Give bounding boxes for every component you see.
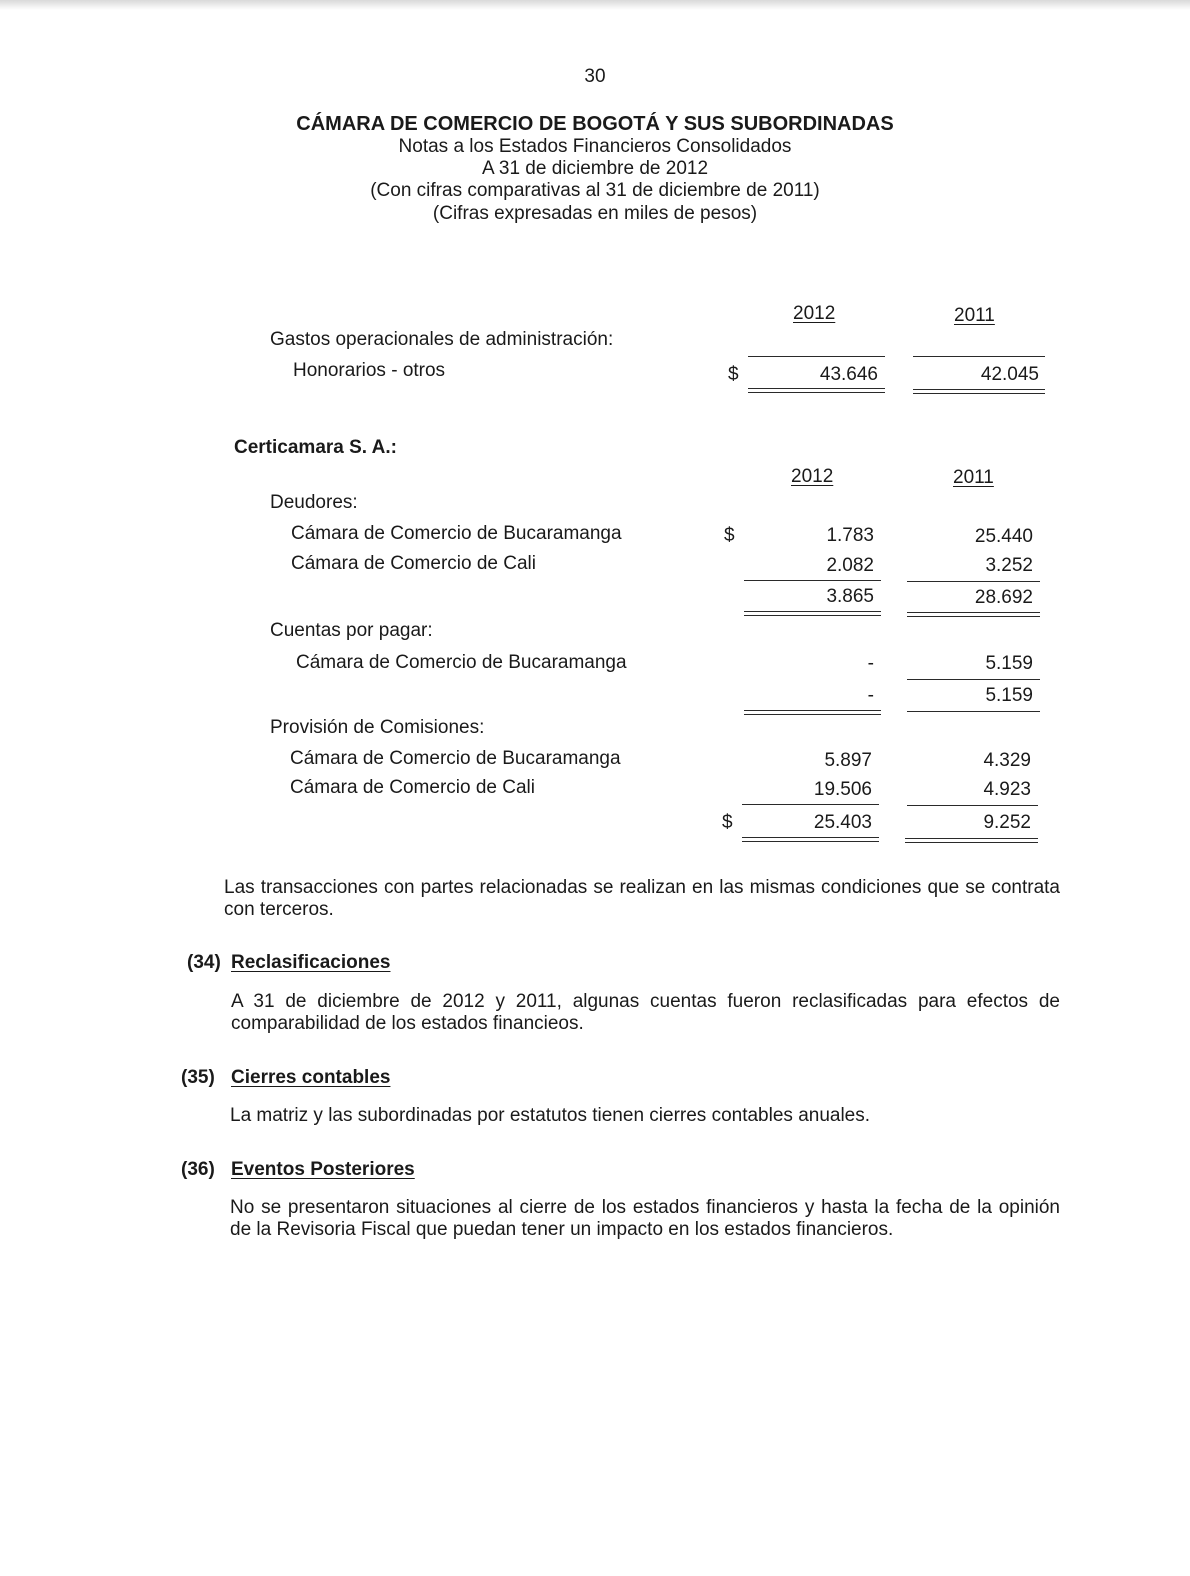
value-2012: 1.783 <box>826 525 874 546</box>
row-label: Cámara de Comercio de Bucaramanga <box>296 652 627 673</box>
related-parties-paragraph: Las transacciones con partes relacionadas se realizan en las mismas condiciones que se contrata con terceros. <box>224 877 1060 920</box>
document-units-note: (Cifras expresadas en miles de pesos) <box>432 203 758 224</box>
value-2011: 42.045 <box>980 364 1039 385</box>
note-title-reclasificaciones: Reclasificaciones <box>231 952 391 973</box>
cuentas-por-pagar-label: Cuentas por pagar: <box>270 620 433 641</box>
deudores-label: Deudores: <box>270 492 358 513</box>
total-2011: 5.159 <box>985 685 1033 706</box>
value-2012: 5.897 <box>824 750 872 771</box>
row-label: Honorarios - otros <box>293 360 446 381</box>
total-double-rule <box>905 838 1038 843</box>
total-double-rule <box>744 611 881 616</box>
total-double-rule <box>907 612 1040 617</box>
row-label: Cámara de Comercio de Bucaramanga <box>290 748 621 769</box>
provision-label: Provisión de Comisiones: <box>270 717 485 738</box>
note-number: (35) <box>181 1067 215 1088</box>
row-label: Cámara de Comercio de Cali <box>291 553 536 574</box>
value-2011: 3.252 <box>985 555 1033 576</box>
scan-top-shadow <box>0 0 1190 10</box>
value-2012: - <box>867 653 874 674</box>
total-double-rule <box>913 389 1045 394</box>
value-2011: 4.329 <box>983 750 1031 771</box>
document-date: A 31 de diciembre de 2012 <box>481 158 709 179</box>
column-header-2011: 2011 <box>954 305 995 326</box>
currency-symbol: $ <box>722 812 733 833</box>
column-rule <box>913 356 1045 357</box>
subtotal-rule <box>744 580 881 581</box>
certicamara-heading: Certicamara S. A.: <box>234 437 397 458</box>
note-number: (36) <box>181 1159 215 1180</box>
currency-symbol: $ <box>728 364 739 385</box>
section-label: Gastos operacionales de administración: <box>270 329 614 350</box>
document-subtitle: Notas a los Estados Financieros Consolidados <box>398 136 792 157</box>
row-label: Cámara de Comercio de Cali <box>290 777 535 798</box>
subtotal-rule <box>907 805 1038 806</box>
row-label: Cámara de Comercio de Bucaramanga <box>291 523 622 544</box>
document-comparative-note: (Con cifras comparativas al 31 de diciembre de 2011) <box>370 180 820 201</box>
value-2012: 19.506 <box>813 779 872 800</box>
value-2011: 25.440 <box>974 526 1033 547</box>
column-rule <box>748 356 885 357</box>
note-title-eventos-posteriores: Eventos Posteriores <box>231 1159 415 1180</box>
column-header-2012: 2012 <box>793 303 836 324</box>
currency-symbol: $ <box>724 525 735 546</box>
note-text: No se presentaron situaciones al cierre de los estados financieros y hasta la fecha de la opinión de la Revisoria Fiscal que puedan tener un impacto en los estados financieros. <box>230 1197 1060 1240</box>
total-2011: 9.252 <box>983 812 1031 833</box>
note-number: (34) <box>187 952 221 973</box>
total-2012: 25.403 <box>813 812 872 833</box>
value-2012: 43.646 <box>819 364 878 385</box>
subtotal-rule <box>907 679 1040 680</box>
column-header-2011: 2011 <box>953 467 994 488</box>
note-text: La matriz y las subordinadas por estatutos tienen cierres contables anuales. <box>230 1105 871 1126</box>
total-2011: 28.692 <box>974 587 1033 608</box>
total-2012: - <box>867 685 874 706</box>
total-2012: 3.865 <box>826 586 874 607</box>
note-text: A 31 de diciembre de 2012 y 2011, algunas cuentas fueron reclasificadas para efectos de comparabilidad de los estados financieos. <box>231 991 1060 1034</box>
total-double-rule <box>744 710 881 715</box>
total-rule <box>907 711 1040 712</box>
value-2011: 5.159 <box>985 653 1033 674</box>
page-number: 30 <box>584 66 606 87</box>
value-2011: 4.923 <box>983 779 1031 800</box>
total-double-rule <box>748 388 885 393</box>
subtotal-rule <box>907 581 1040 582</box>
document-org-title: CÁMARA DE COMERCIO DE BOGOTÁ Y SUS SUBORDINADAS <box>296 113 894 135</box>
value-2012: 2.082 <box>826 555 874 576</box>
note-title-cierres-contables: Cierres contables <box>231 1067 391 1088</box>
subtotal-rule <box>742 804 879 805</box>
total-double-rule <box>742 837 879 842</box>
column-header-2012: 2012 <box>791 466 834 487</box>
